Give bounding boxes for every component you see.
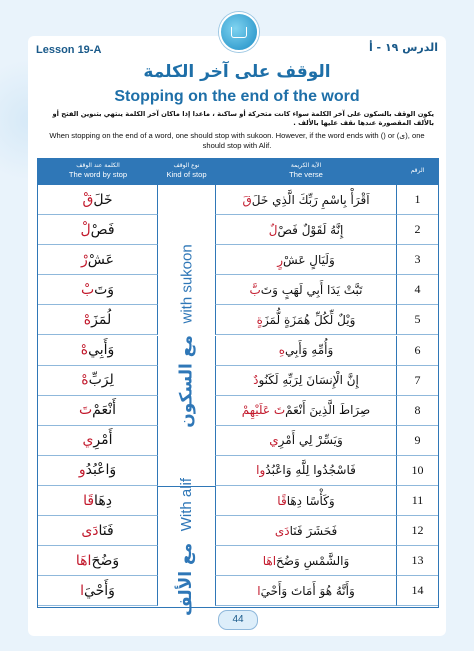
stop-word-cell xyxy=(38,516,158,546)
header-word-en: The word by stop xyxy=(68,170,128,179)
verse-ending: بَّ xyxy=(249,282,261,297)
stop-word-base: عَشْ xyxy=(87,251,114,268)
table-header xyxy=(38,159,438,185)
table-row xyxy=(38,305,438,335)
header-verse-column xyxy=(215,159,397,185)
stop-word-base: أَمْرِ xyxy=(93,432,113,449)
stop-word-cell xyxy=(38,245,158,275)
lesson-label-ar: الدرس ١٩ - أ xyxy=(368,41,438,54)
verse-cell xyxy=(215,336,397,366)
verse-ending: قًا xyxy=(277,493,287,508)
stop-kind-alif xyxy=(158,477,215,616)
table-row xyxy=(38,245,438,275)
verse-base: وَالشَّمْسِ وَضُحَ xyxy=(276,553,350,568)
stop-word-cell xyxy=(38,185,158,215)
stopping-table xyxy=(37,158,439,616)
stop-word-base: وَأَبِي xyxy=(88,342,115,359)
verse-ending: وا xyxy=(256,463,266,478)
table-row xyxy=(38,546,438,576)
header-stop-en: Kind of stop xyxy=(166,170,207,179)
row-number: 12 xyxy=(397,516,438,546)
stop-word-base: لِرَبِّ xyxy=(88,372,114,389)
row-number: 11 xyxy=(397,486,438,516)
page-number: 44 xyxy=(218,610,258,630)
table-row xyxy=(38,486,438,516)
stop-word-base: لُمَزَ xyxy=(91,311,112,328)
book-icon xyxy=(231,27,247,38)
stop-word-base: خَلَ xyxy=(93,191,113,208)
verse-ending: هِ xyxy=(278,343,286,358)
verse-base: صِرَاطَ الَّذِينَ أَنْعَمْ xyxy=(285,403,371,418)
lesson-label-en: Lesson 19-A xyxy=(36,44,102,56)
verse-ending: رٍ xyxy=(277,252,284,267)
stop-word-cell xyxy=(38,486,158,516)
verse-base: وَيْلٌ لِّكُلِّ هُمَزَةٍ لُّمَزَ xyxy=(262,312,356,327)
verse-base: وَيَسِّرْ لِي أَمْرِ xyxy=(278,433,343,448)
verse-cell xyxy=(215,185,397,215)
logo-icon xyxy=(219,12,259,52)
verse-base: وَأُمِّهِ وَأَبِي xyxy=(285,343,334,358)
verse-cell xyxy=(215,245,397,275)
verse-ending: ةٍ xyxy=(256,312,263,327)
table-row xyxy=(38,396,438,426)
table-row xyxy=(38,366,438,396)
stop-word-cell xyxy=(38,305,158,335)
stop-word-ending: اهَا xyxy=(75,552,92,569)
stop-word-cell xyxy=(38,426,158,456)
verse-ending: قَ xyxy=(242,192,252,207)
stop-word-cell xyxy=(38,576,158,606)
verse-cell xyxy=(215,366,397,396)
stop-kind-sukoon xyxy=(158,185,215,487)
header-verse-en: The verse xyxy=(289,170,323,179)
table-row xyxy=(38,426,438,456)
stop-word-base: وَتَ xyxy=(94,281,115,298)
table-row xyxy=(38,456,438,486)
verse-ending: دٌ xyxy=(253,373,259,388)
row-number: 14 xyxy=(397,576,438,606)
header-stop-ar: نوع الوقف xyxy=(173,162,200,169)
verse-cell xyxy=(215,486,397,516)
stop-sukoon-ar: مع السكون xyxy=(176,334,197,428)
stop-word-base: دِهَا xyxy=(94,492,112,509)
stop-word-base: فَصْ xyxy=(90,221,115,238)
stop-alif-ar: مع الألف xyxy=(176,542,197,616)
row-number: 6 xyxy=(397,336,438,366)
stop-word-ending: لْ xyxy=(80,221,91,238)
verse-cell xyxy=(215,396,397,426)
stop-word-ending: هْ xyxy=(81,372,89,389)
description-en: When stopping on the end of a word, one should stop with sukoon. However, if the word ends with () or (ى), one should stop with Alif. xyxy=(49,131,425,150)
verse-base: فَحَشَرَ فَنَا xyxy=(289,523,338,538)
verse-base: اَقْرَأْ بِاسْمِ رَبِّكَ الَّذِي خَلَ xyxy=(251,192,370,207)
verse-cell xyxy=(215,546,397,576)
row-number: 5 xyxy=(397,305,438,335)
table-row xyxy=(38,576,438,606)
stop-word-cell xyxy=(38,336,158,366)
verse-cell xyxy=(215,215,397,245)
verse-ending: دَى xyxy=(274,523,290,538)
row-number: 4 xyxy=(397,275,438,305)
header-stop-column xyxy=(158,159,215,185)
header-verse-ar: الآية الكريمة xyxy=(290,162,322,169)
stop-alif-en: With alif xyxy=(178,477,196,531)
stop-word-ending: ي xyxy=(82,432,94,449)
verse-ending: ا xyxy=(257,583,261,598)
verse-base: إِنَّهُ لَقَوْلٌ فَصْ xyxy=(277,222,344,237)
verse-ending: اهَا xyxy=(262,553,277,568)
stop-word-cell xyxy=(38,215,158,245)
header-word-column xyxy=(38,159,158,185)
page-title-ar: الوقف على آخر الكلمة xyxy=(143,62,331,82)
verse-base: تَبَّتْ يَدَا أَبِي لَهَبٍ وَتَ xyxy=(260,282,363,297)
stop-word-ending: بْ xyxy=(80,281,95,298)
description-ar: يكون الوقف بالسكون على آخر الكلمة سواء كانت متحركة أو ساكنة ، ماعدا إذا ماكان آخر الكلمة ينتهي بتنوين الفتح أو بالألف المقصورة عندها نقف عليها بالألف . xyxy=(52,110,434,127)
verse-cell xyxy=(215,305,397,335)
verse-base: وَأَنَّهُ هُوَ أَمَاتَ وَأَحْيَ xyxy=(260,583,355,598)
row-number: 10 xyxy=(397,456,438,486)
stop-word-cell xyxy=(38,275,158,305)
verse-cell xyxy=(215,426,397,456)
table-row xyxy=(38,215,438,245)
stop-word-base: وَأَحْيَ xyxy=(83,582,115,599)
row-number: 3 xyxy=(397,245,438,275)
verse-cell xyxy=(215,275,397,305)
header-word-ar: الكلمة عند الوقف xyxy=(76,162,120,169)
table-row xyxy=(38,275,438,305)
stop-word-ending: قْ xyxy=(82,191,94,208)
verse-ending: ي xyxy=(269,433,279,448)
stop-word-base: وَاعْبُدُ xyxy=(85,462,117,479)
stop-word-ending: هْ xyxy=(80,342,89,359)
verse-base: إِنَّ الْإِنسَانَ لِرَبِّهِ لَكَنُو xyxy=(258,373,359,388)
verse-base: فَاسْجُدُوا لِلَّهِ وَاعْبُدُ xyxy=(265,463,356,478)
verse-base: وَكَأْسًا دِهَا xyxy=(286,493,335,508)
stop-word-ending: ا xyxy=(80,582,84,599)
row-number: 8 xyxy=(397,396,438,426)
table-row xyxy=(38,185,438,215)
verse-ending: تَ عَلَيْهِمْ xyxy=(241,403,286,418)
row-number: 7 xyxy=(397,366,438,396)
stop-word-cell xyxy=(38,396,158,426)
stop-word-cell xyxy=(38,366,158,396)
stop-word-cell xyxy=(38,456,158,486)
header-number-ar: الرقم xyxy=(410,167,425,174)
header-number-column xyxy=(397,159,438,185)
table-row xyxy=(38,336,438,366)
page-title-en: Stopping on the end of the word xyxy=(114,88,360,105)
stop-word-base: أَنْعَمْ xyxy=(92,402,117,419)
verse-ending: لٌ xyxy=(268,222,278,237)
stop-word-base: فَنَا xyxy=(98,522,114,539)
row-number: 13 xyxy=(397,546,438,576)
stop-word-ending: قَا xyxy=(83,492,95,509)
verse-cell xyxy=(215,456,397,486)
stop-word-ending: تَ xyxy=(78,402,93,419)
stop-word-cell xyxy=(38,546,158,576)
stop-word-ending: دَى xyxy=(81,522,99,539)
row-number: 1 xyxy=(397,185,438,215)
stop-word-ending: رْ xyxy=(81,251,88,268)
row-number: 2 xyxy=(397,215,438,245)
verse-base: وَلَيَالٍ عَشْ xyxy=(283,252,335,267)
stop-word-base: وَضُحَ xyxy=(91,552,120,569)
stop-sukoon-en: with sukoon xyxy=(178,243,196,324)
stop-word-ending: هْ xyxy=(83,311,92,328)
table-row xyxy=(38,516,438,546)
row-number: 9 xyxy=(397,426,438,456)
verse-cell xyxy=(215,516,397,546)
stop-word-ending: و xyxy=(78,462,86,479)
verse-cell xyxy=(215,576,397,606)
